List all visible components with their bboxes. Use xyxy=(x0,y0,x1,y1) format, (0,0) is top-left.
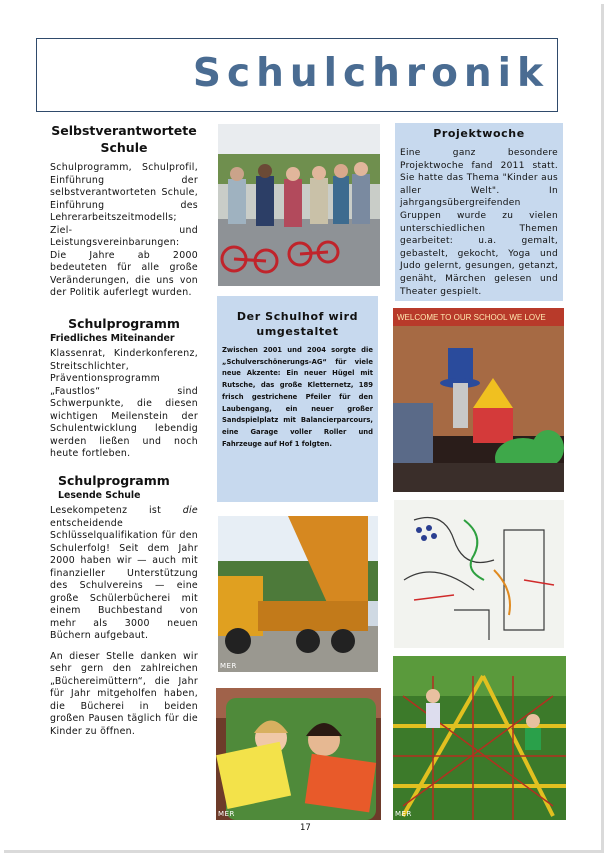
section3-text-em: die xyxy=(182,505,198,516)
section2-heading: Schulprogramm xyxy=(68,316,180,331)
section-schulprogramm-lesende-schule xyxy=(50,472,198,738)
section3-heading: Schulprogramm xyxy=(58,473,170,488)
photo-credit: MER xyxy=(220,662,237,670)
photo-children-bikes xyxy=(218,124,380,286)
photo-stage-play xyxy=(393,308,564,492)
projektwoche-text: Eine ganz besondere Projektwoche fand 2011 statt. Sie hatte das Thema "Kinder aus aller Welt". In jahrgangsübergreifenden Gruppen wurde zu vielen unterschiedlichen Themen gearbeitet: u.a. gemalt, gebastelt, gekocht, Yoga und Judo gelernt, gesungen, getanzt, genäht, Märchen gelesen und Theater gespielt. xyxy=(400,148,558,297)
photo-dump-truck xyxy=(218,516,378,672)
title-box xyxy=(36,38,558,112)
section3-text-main xyxy=(50,505,198,643)
photo-children-reading xyxy=(216,688,381,820)
photo-schoolyard-plan xyxy=(394,500,564,648)
photo-credit: MER xyxy=(395,810,412,818)
section-selbstverantwortete-schule xyxy=(50,122,198,300)
section2-text: Klassenrat, Kinderkonferenz, Streitschlichter, Präventionsprogramm „Faustlos“ sind Schwerpunkte, die diesen wichtigen Meilenstein der Schulentwicklung lebendig werden ließen und noch heute fortleben. xyxy=(50,348,198,459)
section3-text-a: Lesekompetenz ist xyxy=(50,505,162,516)
projektwoche-heading: Projektwoche xyxy=(433,127,525,140)
photo-climbing-net xyxy=(393,656,566,820)
section1-text: Schulprogramm, Schulprofil, Einführung der selbstverantworteten Schule, Einführung des Lehrerarbeitszeitmodells; Ziel- und Leistungsvereinbarungen: Die Jahre ab 2000 bedeuteten für alle große Veränderungen, die uns von der Politik auferlegt wurden. xyxy=(50,162,198,298)
section1-heading: Selbstverantwortete Schule xyxy=(51,123,197,155)
stage-banner: WELCOME TO OUR SCHOOL WE LOVE xyxy=(397,313,546,322)
page-title: Schulchronik xyxy=(192,51,549,96)
section3-subheading: Lesende Schule xyxy=(58,490,141,501)
page-number: 17 xyxy=(300,823,311,833)
schulhof-heading: Der Schulhof wird umgestaltet xyxy=(236,310,359,338)
photo-credit: MER xyxy=(218,810,235,818)
section-schulprogramm-miteinander xyxy=(50,315,198,461)
schulhof-text: Zwischen 2001 und 2004 sorgte die „Schulverschönerungs-AG“ für viele neue Akzente: Ein neuer Hügel mit Rutsche, das große Kletternetz, 189 frisch gestrichene Pfeiler für den Laubengang, ein neuer großer Sandspielplatz mit Balancierparcours, eine Garage voller Roller und Fahrzeuge auf Hof 1 folgten. xyxy=(222,346,373,448)
projektwoche-box xyxy=(395,123,563,301)
section3-text-b: entscheidende Schlüsselqualifikation für den Schulerfolg! Seit dem Jahr 2000 haben wir — auch mit finanzieller Unterstützung des Schulvereins — eine große Schülerbücherei mit einem Buchbestand von mehr als 3000 neuen Büchern aufgebaut. xyxy=(50,517,198,641)
section3-text-thanks: An dieser Stelle danken wir sehr gern den zahlreichen „Büchereimüttern“, die Jahr für Jahr mitgeholfen haben, die Bücherei in beiden großen Pausen täglich für die Kinder zu öffnen. xyxy=(50,650,198,737)
schulhof-box xyxy=(217,296,378,502)
section2-subheading: Friedliches Miteinander xyxy=(50,333,175,344)
